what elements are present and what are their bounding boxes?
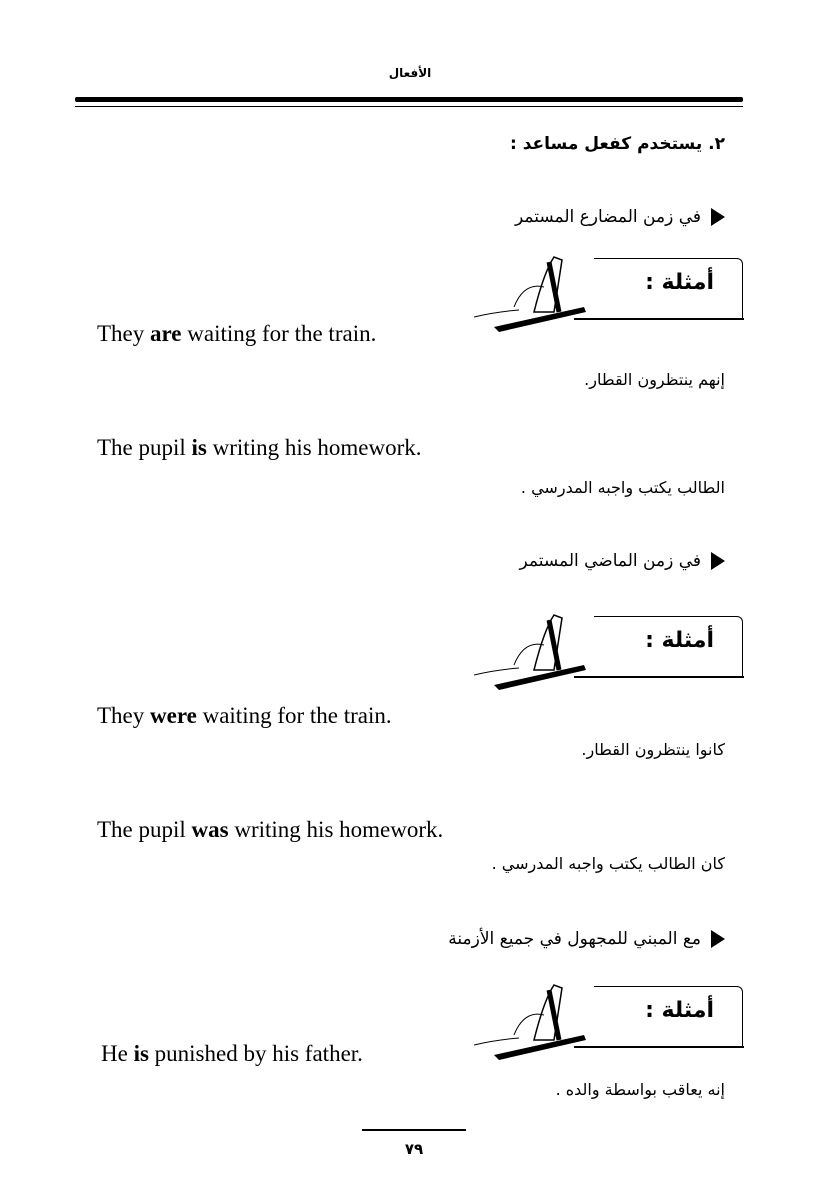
subheading-text: مع المبني للمجهول في جميع الأزمنة	[448, 929, 701, 949]
examples-label-box	[474, 616, 744, 678]
arabic-example: كانوا ينتظرون القطار.	[581, 740, 725, 759]
examples-frame-underline	[574, 676, 744, 678]
section-heading: ٢. يستخدم كفعل مساعد :	[509, 134, 725, 154]
arabic-example: كان الطالب يكتب واجبه المدرسي .	[491, 854, 725, 873]
english-example: The pupil is writing his homework.	[97, 435, 422, 460]
triangle-bullet-icon	[711, 930, 725, 948]
examples-frame-underline	[574, 318, 744, 320]
subheading-text: في زمن المضارع المستمر	[514, 207, 701, 227]
header-rule-thick	[75, 97, 743, 102]
arabic-example: إنه يعاقب بواسطة والده .	[555, 1080, 725, 1099]
examples-label-box	[474, 258, 744, 320]
subheading-present-continuous	[515, 207, 725, 227]
subheading-text: في زمن الماضي المستمر	[519, 551, 701, 571]
arabic-example: إنهم ينتظرون القطار.	[584, 370, 725, 389]
examples-label: أمثلة :	[645, 628, 714, 653]
running-title: الأفعال	[388, 66, 432, 80]
writing-hand-icon	[474, 252, 594, 332]
writing-hand-icon	[474, 980, 594, 1060]
examples-label: أمثلة :	[645, 270, 714, 295]
english-example: They were waiting for the train.	[97, 703, 392, 728]
page-number: ٧٩	[404, 1140, 424, 1158]
footer-rule	[362, 1129, 466, 1131]
english-example: The pupil was writing his homework.	[97, 817, 444, 842]
english-example: He is punished by his father.	[101, 1041, 363, 1066]
writing-hand-icon	[474, 610, 594, 690]
triangle-bullet-icon	[711, 552, 725, 570]
subheading-passive-voice	[448, 929, 725, 949]
arabic-example: الطالب يكتب واجبه المدرسي .	[520, 478, 725, 497]
examples-label: أمثلة :	[645, 998, 714, 1023]
triangle-bullet-icon	[711, 208, 725, 226]
examples-frame-underline	[574, 1046, 744, 1048]
examples-label-box	[474, 986, 744, 1048]
english-example: They are waiting for the train.	[97, 321, 377, 346]
subheading-past-continuous	[519, 551, 725, 571]
header-rule-thin	[75, 106, 743, 107]
